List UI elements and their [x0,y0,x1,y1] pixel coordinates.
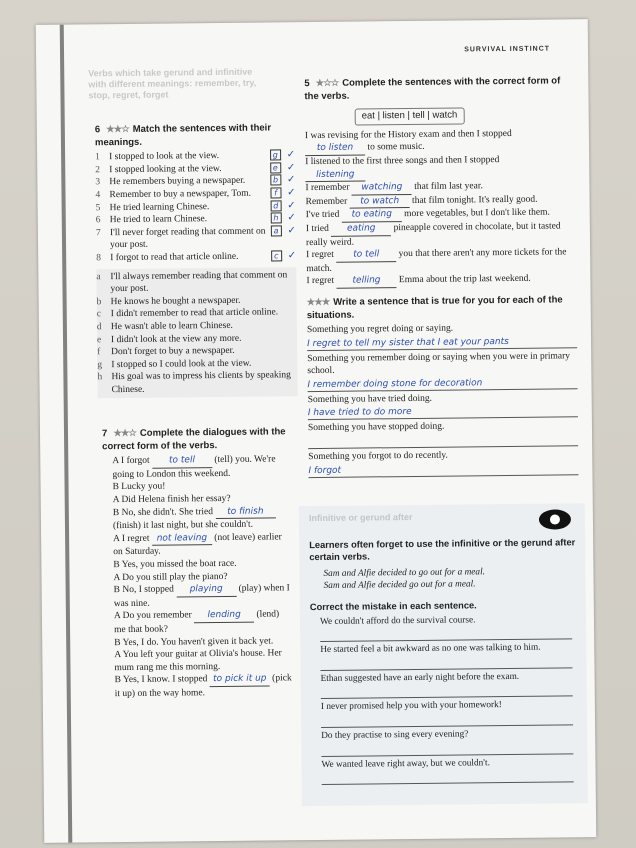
ex8-answer-3[interactable]: I have tried to do more [308,405,578,421]
dialogue-1-b: B Lucky you! [112,481,166,493]
ex5-answer-1[interactable]: to listen [305,142,365,156]
match-sentence: 1 I stopped to look at the view. g ✓ [95,149,296,163]
dialogue-2-b: B No, she didn't. She tried to finish (finish) it last night, but she couldn't. [113,505,291,533]
difficulty-stars-icon: ★★★ [306,296,330,308]
ex5-answer-8[interactable]: telling [336,274,396,288]
tick-icon: ✓ [286,149,296,161]
mistake-4: I never promised help you with your homework! [320,700,502,713]
answer-1[interactable]: to tell [152,454,212,468]
exercise-6-meanings [96,267,297,399]
prompt-3: Something you have tried doing. [307,393,433,405]
difficulty-stars-icon: ★☆☆ [315,77,339,89]
exercise-6-title: 6 ★★☆ Match the sentences with their meanings. [94,122,272,148]
match-sentence: 6 He tried to learn Chinese. h ✓ [95,212,296,226]
dialogue-6-a: A You left your guitar at Olivia's house. Her mum rang me this morning. [114,648,282,673]
mistake-5: Do they practise to sing every evening? [321,729,469,741]
tick-icon: ✓ [287,250,297,262]
correct-mistake-title: Correct the mistake in each sentence. [309,600,477,613]
meaning-item: e I didn't look at the view any more. [96,333,242,345]
exercise-7 [102,422,293,700]
difficulty-stars-icon: ★★☆ [106,123,129,136]
ex5-answer-4[interactable]: to watch [350,195,410,209]
tip-example-wrong: Sam and Alfie decided go out for a meal. [323,579,476,592]
ex8-answer-5[interactable]: I forgot [308,462,578,478]
ex5-answer-3[interactable]: watching [352,181,412,195]
mistake-1: We couldn't afford do the survival course. [319,614,476,627]
meaning-item: f Don't forget to buy a newspaper. [97,345,235,358]
match-sentence: 4 Remember to buy a newspaper, Tom. f ✓ [95,187,296,201]
answer-4[interactable]: playing [176,583,236,597]
ex8-answer-2[interactable]: I remember doing stone for decoration [307,376,577,392]
mistake-2: He started feel a bit awkward as no one was talking to him. [320,642,541,656]
match-answer-box[interactable]: g [270,150,281,161]
difficulty-stars-icon: ★★☆ [113,427,136,440]
dialogue-5-b: B Yes, I do. You haven't given it back yet. [114,635,274,648]
page-header: SURVIVAL INSTINCT [464,45,551,54]
tick-icon: ✓ [287,212,296,224]
dialogue-2-a: A Did Helena finish her essay? [112,493,231,506]
exercise-8-title: ★★★ Write a sentence that is true for you for each of the situations. [306,294,563,321]
mistake-5-answer[interactable] [321,741,573,757]
dialogue-6-b: B Yes, I know. I stopped to pick it up (pick it up) on the way home. [114,673,292,699]
prompt-2: Something you remember doing or saying when you were in primary school. [307,351,571,377]
mistake-2-answer[interactable] [320,655,572,671]
dialogue-3-a: A I regret not leaving (not leave) earlier on Saturday. [113,532,282,558]
ex5-answer-5[interactable]: to eating [342,208,402,222]
tick-icon: ✓ [287,199,296,211]
mistake-1-answer[interactable] [320,626,572,642]
answer-5[interactable]: lending [194,609,254,623]
ex5-sentence-8: I regret telling Emma about the trip last weekend. [306,273,576,289]
match-answer-box[interactable]: b [270,175,281,186]
tip-example-correct: Sam and Alfie decided to go out for a meal. [323,567,486,579]
exercise-6 [95,118,298,399]
match-answer-box[interactable]: e [270,162,281,173]
tick-icon: ✓ [287,187,296,199]
match-answer-box[interactable]: d [270,200,281,211]
ex5-sentence-4: Remember to watch that film tonight. It's really good. [306,193,576,209]
answer-2[interactable]: to finish [215,505,275,519]
match-sentence: 5 He tried learning Chinese. d ✓ [95,199,296,213]
ex5-answer-6[interactable]: eating [331,222,391,236]
answer-3[interactable]: not leaving [152,532,212,546]
meaning-item: h His goal was to impress his clients by speaking Chinese. [97,370,291,396]
match-sentence: 7 I'll never forget reading that comment on your post. a ✓ [95,224,296,251]
exercise-5 [304,71,578,479]
meaning-item: c I didn't remember to read that article online. [96,307,279,320]
meaning-item: b He knows he bought a newspaper. [96,295,241,308]
ex5-sentence-6: I tried eating pineapple covered in chocolate, but it tasted really weird. [305,221,561,248]
exercise-5-title: 5 ★☆☆ Complete the sentences with the correct form of the verbs. [304,75,561,102]
ex5-answer-7[interactable]: to tell [336,248,396,262]
tick-icon: ✓ [286,161,296,174]
tick-icon: ✓ [286,174,296,186]
match-sentence: 2 I stopped looking at the view. e ✓ [95,161,296,176]
ex5-sentence-5: I've tried to eating more vegetables, but I don't like them. [306,207,576,223]
dialogue-4-b: B No, I stopped playing (play) when I was nine. [113,583,290,609]
mistake-6: We wanted leave right away, but we couldn't. [321,757,490,770]
match-answer-box[interactable]: a [270,225,281,236]
match-sentence: 3 He remembers buying a newspaper. b ✓ [95,174,296,188]
ex5-answer-2[interactable]: listening [305,168,365,182]
exercise-7-title: 7 ★★☆ Complete the dialogues with the correct form of the verbs. [101,426,286,452]
binding-edge [60,25,73,843]
match-answer-box[interactable]: c [271,250,282,261]
match-answer-box[interactable]: h [270,213,281,224]
ex8-answer-4[interactable] [308,433,578,449]
worksheet-page [36,19,597,843]
meaning-item: d He wasn't able to learn Chinese. [96,320,233,333]
exercise-6-items [95,149,296,264]
mistake-4-answer[interactable] [321,712,573,728]
dialogue-4-a: A Do you still play the piano? [113,571,228,583]
dialogue-1: A I forgot to tell (tell) you. We're going to London this weekend. [112,454,276,480]
prompt-1: Something you regret doing or saying. [306,323,454,336]
meaning-item: a I'll always remember reading that comment on your post. [96,269,288,295]
match-sentence: 8 I forgot to read that article online. c ✓ [96,250,297,264]
ex5-sentence-1: I was revising for the History exam and then I stopped to listen to some music. [305,127,575,156]
mistake-3: Ethan suggested have an early night before the exam. [320,671,520,684]
answer-6[interactable]: to pick it up [210,673,270,687]
ex5-sentence-3: I remember watching that film last year. [305,179,575,195]
mistake-3-answer[interactable] [321,684,573,700]
tip-box [299,503,588,806]
ex5-sentence-7: I regret to tell you that there aren't any more tickets for the match. [306,247,567,274]
dialogue-5-a: A Do you remember lending (lend) me that book? [113,609,280,636]
tip-faded-title: Infinitive or gerund after [308,511,413,524]
match-answer-box[interactable]: f [270,187,281,198]
faded-heading: Verbs which take gerund and infinitive with different meanings: remember, try, stop, regret, forget [88,66,257,101]
prompt-4: Something you have stopped doing. [307,422,445,434]
tip-lead: Learners often forget to use the infinitive or the gerund after certain verbs. [309,536,576,563]
tick-icon: ✓ [287,224,296,237]
word-box: eat | listen | tell | watch [355,108,465,126]
ex8-answer-1[interactable]: I regret to tell my sister that I eat your pants [307,335,577,351]
ex5-sentence-2: I listened to the first three songs and then I stopped listening [305,153,575,182]
mistake-6-answer[interactable] [322,769,574,785]
prompt-5: Something you forgot to do recently. [308,450,448,463]
dialogue-3-b: B Yes, you missed the boat race. [113,558,237,571]
meaning-item: g I stopped so I could look at the view. [97,358,252,370]
